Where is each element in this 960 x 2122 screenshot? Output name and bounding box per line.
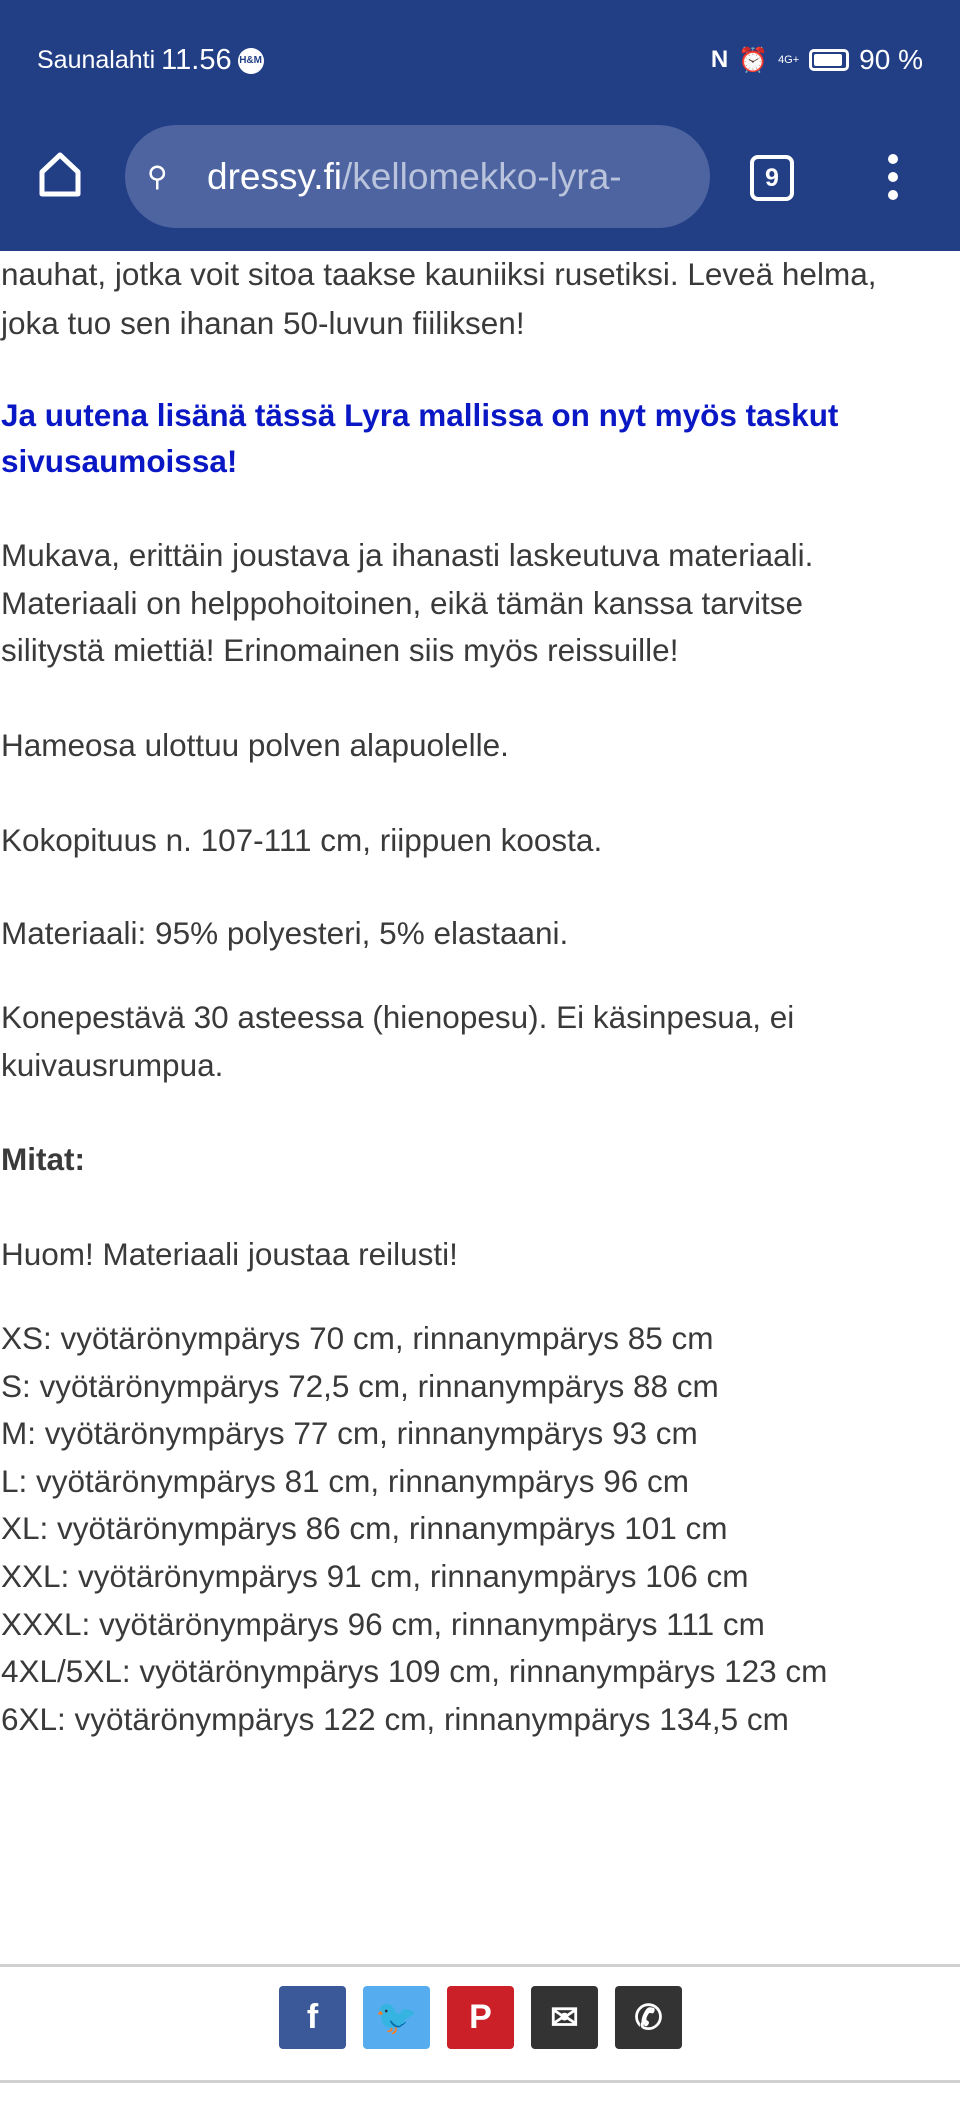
email-share-button[interactable] [531,1986,598,2049]
hm-notification-icon: H&M [238,48,264,74]
nfc-icon: N [710,46,729,73]
share-buttons [279,1986,682,2049]
signal-icon: 4G+ [778,54,800,66]
twitter-icon: 🐦 [375,1998,418,2037]
highlight-line: Ja uutena lisänä tässä Lyra mallissa on nyt myös taskut [1,397,839,433]
size-row: XXXL: vyötärönympärys 96 cm, rinnanympärys 111 cm [1,1605,765,1642]
material-desc-line: Mukava, erittäin joustava ja ihanasti laskeutuva materiaali. [1,537,814,573]
care-line: Konepestävä 30 asteessa (hienopesu). Ei käsinpesua, ei [1,999,795,1035]
battery-level: 90 % [859,44,923,75]
facebook-share-button[interactable] [279,1986,346,2049]
highlight-line: sivusaumoissa! [1,443,238,479]
facebook-icon: f [306,1998,319,2036]
address-bar[interactable] [125,125,710,228]
tab-switcher-button[interactable]: 9 [750,155,794,201]
skirt-length: Hameosa ulottuu polven alapuolelle. [1,727,509,763]
stretch-note: Huom! Materiaali joustaa reilusti! [1,1236,458,1272]
divider [0,1964,960,1967]
battery-icon [809,49,849,71]
size-row: M: vyötärönympärys 77 cm, rinnanympärys 93 cm [1,1415,698,1452]
size-row: XS: vyötärönympärys 70 cm, rinnanympärys 85 cm [1,1320,714,1356]
intro-line: joka tuo sen ihanan 50-luvun fiiliksen! [1,305,525,341]
url-host: dressy.fi [207,155,343,197]
more-menu-icon[interactable] [888,154,902,208]
browser-header [0,0,960,251]
whatsapp-share-button[interactable] [615,1986,682,2049]
email-icon: ✉ [550,1998,579,2037]
status-bar-left [37,44,264,77]
intro-line: nauhat, jotka voit sitoa taakse kauniiksi rusetiksi. Leveä helma, [1,256,877,292]
total-length: Kokopituus n. 107-111 cm, riippuen koosta. [1,822,603,858]
material-desc-line: Materiaali on helppohoitoinen, eikä tämän kanssa tarvitse [1,585,803,621]
carrier: Saunalahti [37,46,156,74]
alarm-icon: ⏰ [738,46,769,74]
divider [0,2080,960,2083]
home-icon[interactable] [36,150,84,198]
whatsapp-icon: ✆ [634,1998,663,2037]
size-row: 6XL: vyötärönympärys 122 cm, rinnanympärys 134,5 cm [1,1700,789,1737]
size-row: 4XL/5XL: vyötärönympärys 109 cm, rinnanympärys 123 cm [1,1653,828,1690]
size-row: XXL: vyötärönympärys 91 cm, rinnanympärys 106 cm [1,1558,749,1594]
size-row: S: vyötärönympärys 72,5 cm, rinnanympärys 88 cm [1,1367,719,1404]
site-settings-icon[interactable]: ⚲ [147,161,168,192]
url-path: /kellomekko-lyra- [342,155,622,197]
material-desc-line: silitystä miettiä! Erinomainen siis myös reissuille! [1,632,679,668]
twitter-share-button[interactable] [363,1986,430,2049]
size-row: XL: vyötärönympärys 86 cm, rinnanympärys 101 cm [1,1510,728,1547]
pinterest-share-button[interactable] [447,1986,514,2049]
pinterest-icon: P [469,1998,492,2036]
measures-heading: Mitat: [1,1141,85,1177]
care-line: kuivausrumpua. [1,1047,224,1083]
size-row: L: vyötärönympärys 81 cm, rinnanympärys 96 cm [1,1462,690,1499]
material-composition: Materiaali: 95% polyesteri, 5% elastaani. [1,915,569,951]
status-bar-right [711,44,923,76]
clock: 11.56 [161,44,232,76]
